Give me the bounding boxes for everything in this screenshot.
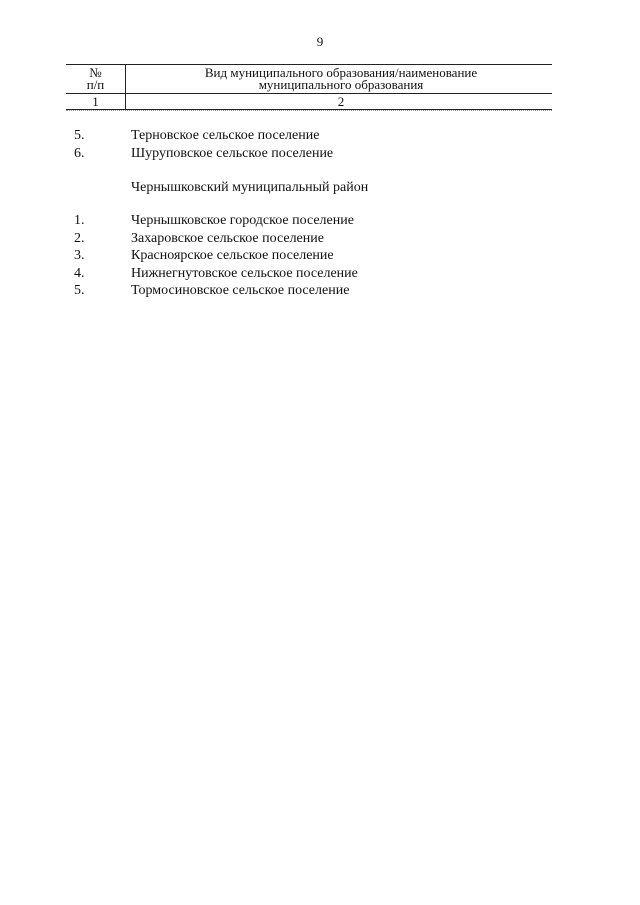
item-number: 4. bbox=[74, 265, 85, 281]
municipality-list-a bbox=[74, 127, 333, 162]
item-name: Шуруповское сельское поселение bbox=[131, 145, 334, 161]
header-col-number-line2: п/п bbox=[86, 77, 105, 92]
item-number: 3. bbox=[74, 248, 85, 263]
list-item bbox=[74, 127, 333, 145]
item-name: Терновское сельское поселение bbox=[131, 128, 320, 143]
item-name: Нижнегнутовское сельское поселение bbox=[131, 265, 358, 281]
list-item bbox=[74, 212, 358, 230]
list-item bbox=[74, 230, 358, 248]
item-name: Красноярское сельское поселение bbox=[131, 248, 334, 263]
item-number: 6. bbox=[74, 145, 85, 161]
header-table bbox=[66, 64, 552, 110]
item-number: 1. bbox=[74, 213, 85, 228]
header-col-number bbox=[66, 65, 126, 94]
district-title: Чернышковский муниципальный район bbox=[131, 180, 369, 195]
item-number: 2. bbox=[74, 230, 85, 246]
municipality-list-b bbox=[74, 212, 358, 300]
item-name: Захаровское сельское поселение bbox=[131, 230, 324, 246]
list-item bbox=[74, 282, 358, 300]
item-number: 5. bbox=[74, 128, 85, 143]
list-item bbox=[74, 145, 333, 163]
column-number-1: 1 bbox=[66, 94, 126, 110]
divider bbox=[66, 110, 552, 111]
header-col-number-line1: № bbox=[89, 65, 102, 80]
header-col-name bbox=[126, 65, 553, 94]
item-name: Тормосиновское сельское поселение bbox=[131, 283, 350, 298]
header-row bbox=[66, 65, 552, 94]
column-number-2: 2 bbox=[126, 94, 553, 110]
page-number: 9 bbox=[316, 34, 324, 49]
header-col-name-line2: муниципального образования bbox=[258, 77, 424, 92]
item-number: 5. bbox=[74, 283, 85, 298]
list-item bbox=[74, 265, 358, 283]
item-name: Чернышковское городское поселение bbox=[131, 213, 354, 228]
list-item bbox=[74, 247, 358, 265]
column-number-row bbox=[66, 94, 552, 110]
header-col-name-line1: Вид муниципального образования/наименование bbox=[204, 65, 478, 80]
